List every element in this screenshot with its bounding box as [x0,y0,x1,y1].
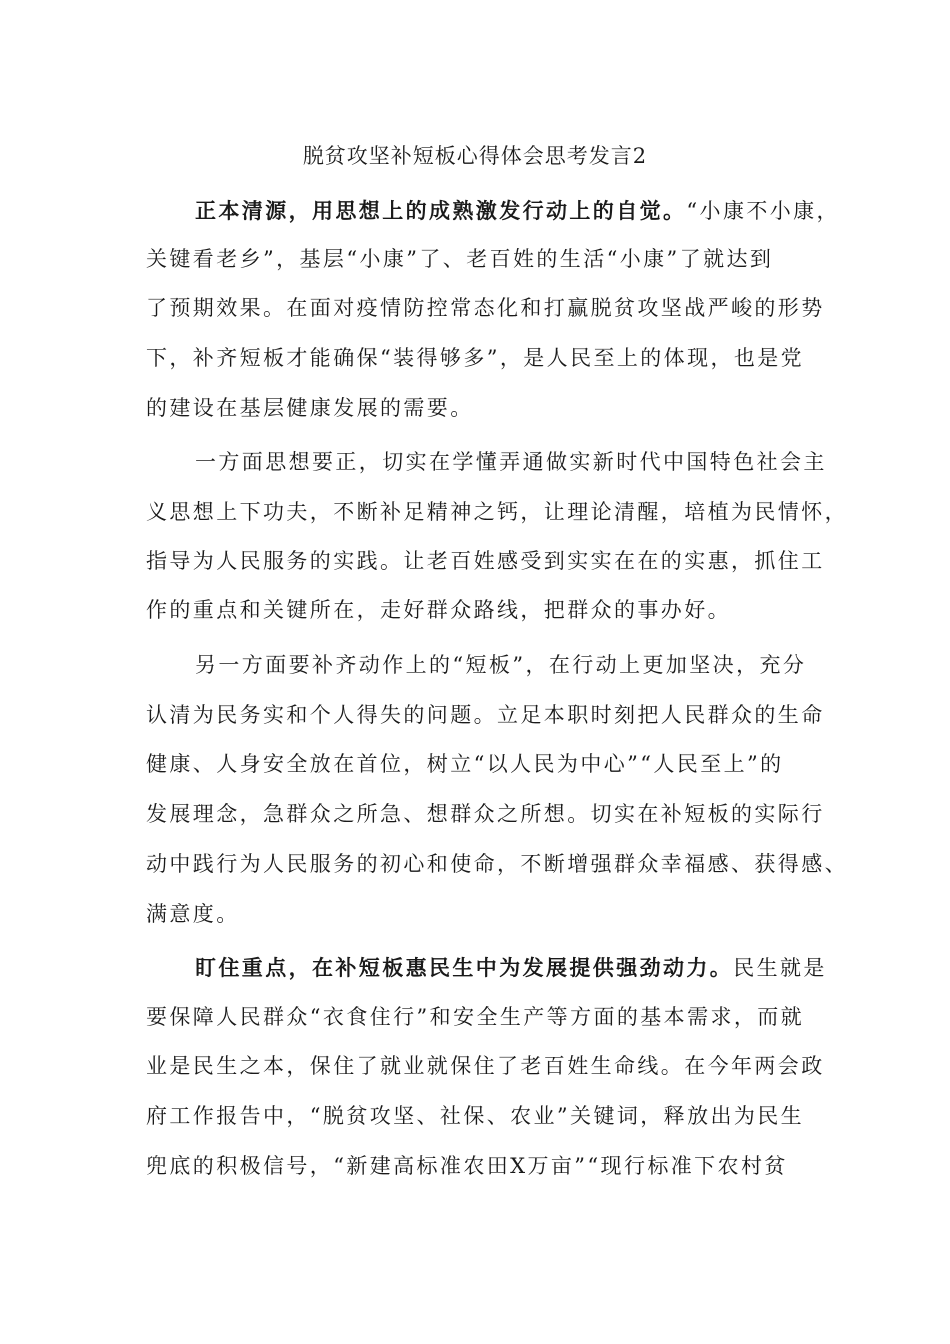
paragraph-3-line-4: 发展理念，急群众之所急、想群众之所想。切实在补短板的实际行 [146,802,825,826]
paragraph-4-text: 民生就是 [733,956,827,980]
paragraph-3-line-2: 认清为民务实和个人得失的问题。立足本职时刻把人民群众的生命 [146,703,825,727]
paragraph-1-lead: 正本清源，用思想上的成熟激发行动上的自觉。 [195,198,687,223]
paragraph-3-line-5: 动中践行为人民服务的初心和使命，不断增强群众幸福感、获得感、 [146,852,848,876]
paragraph-1-line-2: 关键看老乡”，基层“小康”了、老百姓的生活“小康”了就达到 [146,247,774,271]
paragraph-1-text: “小康不小康， [686,199,840,223]
paragraph-1-line-3: 了预期效果。在面对疫情防控常态化和打赢脱贫攻坚战严峻的形势 [146,296,825,320]
paragraph-4-lead: 盯住重点，在补短板惠民生中为发展提供强劲动力。 [195,955,734,980]
paragraph-1-line-5: 的建设在基层健康发展的需要。 [146,396,474,420]
paragraph-2-line-4: 作的重点和关键所在，走好群众路线，把群众的事办好。 [146,598,731,622]
paragraph-1-line-4: 下，补齐短板才能确保“装得够多”，是人民至上的体现，也是党 [146,346,805,370]
paragraph-4-line-1 [195,953,827,983]
paragraph-3-line-1: 另一方面要补齐动作上的“短板”，在行动上更加坚决，充分 [195,653,807,677]
paragraph-2-line-2: 义思想上下功夫，不断补足精神之钙，让理论清醒，培植为民情怀， [146,500,848,524]
paragraph-1-line-1 [195,196,840,226]
paragraph-4-line-3: 业是民生之本，保住了就业就保住了老百姓生命线。在今年两会政 [146,1054,825,1078]
paragraph-2-line-3: 指导为人民服务的实践。让老百姓感受到实实在在的实惠，抓住工 [146,549,825,573]
paragraph-3-line-6: 满意度。 [146,902,240,926]
document-title: 脱贫攻坚补短板心得体会思考发言2 [302,144,648,168]
paragraph-4-line-4: 府工作报告中，“脱贫攻坚、社保、农业”关键词，释放出为民生 [146,1104,805,1128]
paragraph-2-line-1: 一方面思想要正，切实在学懂弄通做实新时代中国特色社会主 [195,450,827,474]
paragraph-4-line-2: 要保障人民群众“衣食住行”和安全生产等方面的基本需求，而就 [146,1005,805,1029]
paragraph-4-line-5: 兜底的积极信号，“新建高标准农田X万亩”“现行标准下农村贫 [146,1154,788,1178]
paragraph-3-line-3: 健康、人身安全放在首位，树立“以人民为中心”“人民至上”的 [146,752,784,776]
